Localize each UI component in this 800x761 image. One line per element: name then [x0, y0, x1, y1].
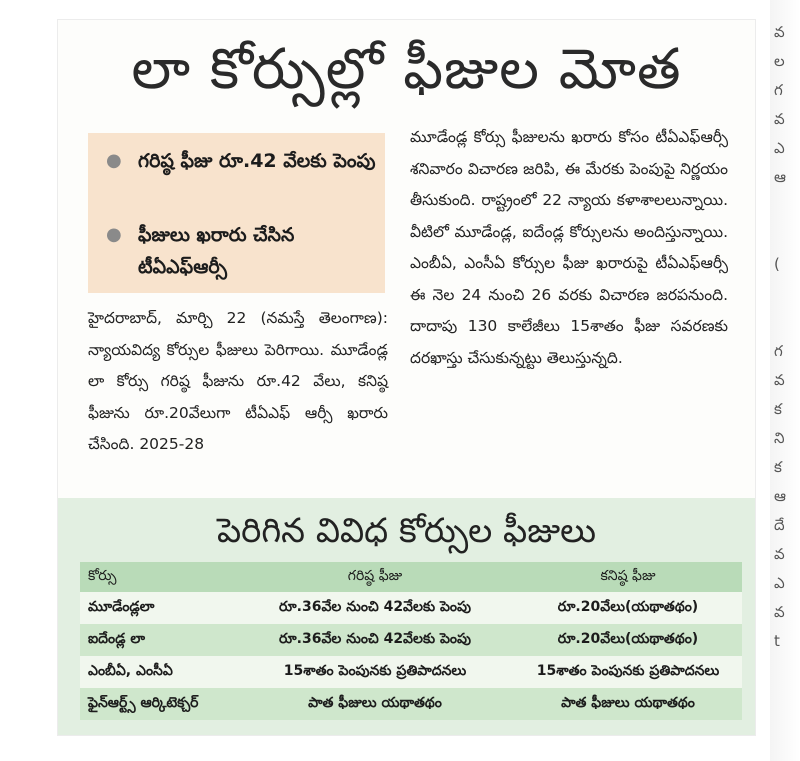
article-paragraph: హైదరాబాద్, మార్చి 22 (నమస్తే తెలంగాణ): న్యాయవిద్య కోర్సుల ఫీజులు పెరిగాయి. మూడేండ్ల లా కోర్సు గరిష్ఠ ఫీజును రూ.42 వేలు, కనిష్ఠ ఫీజును రూ.20వేలుగా టీఏఎఫ్ ఆర్సీ ఖరారు చేసింది. 2025-28	[88, 309, 388, 453]
highlight-text: ఫీజులు ఖరారు చేసిన టీఏఎఫ్‌ఆర్సీ	[138, 224, 295, 278]
bullet-icon: ●	[106, 224, 122, 245]
highlight-item	[106, 145, 376, 177]
article-column-left	[88, 303, 388, 461]
cell-course: ఫైన్ఆర్ట్స్ ఆర్కిటెక్చర్	[80, 688, 236, 720]
table-header-row	[80, 562, 742, 592]
column-header-max-fee: గరిష్ఠ ఫీజు	[236, 562, 514, 592]
bullet-icon: ●	[106, 150, 122, 171]
cell-min-fee: రూ.20వేలు(యథాతథం)	[514, 592, 742, 624]
article-column-right	[410, 122, 728, 374]
cell-min-fee: పాత ఫీజులు యథాతథం	[514, 688, 742, 720]
table-row	[80, 656, 742, 688]
table-title: పెరిగిన వివిధ కోర్సుల ఫీజులు	[216, 511, 597, 551]
highlights-box	[88, 133, 385, 293]
cell-course: మూడేండ్లలా	[80, 592, 236, 624]
table-row	[80, 688, 742, 720]
article-paragraph: మూడేండ్ల కోర్సు ఫీజులను ఖరారు కోసం టీఏఎఫ్ఆర్సీ శనివారం విచారణ జరిపి, ఈ మేరకు పెంపుపై నిర్ణయం తీసుకుంది. రాష్ట్రంలో 22 న్యాయ కళాశాలలున్నాయి. వీటిలో మూడేండ్ల, ఐదేండ్ల కోర్సులను అందిస్తున్నాయి. ఎంబీఏ, ఎంసీఏ కోర్సుల ఫీజు ఖరారుపై టీఏఎఫ్ఆర్సీ ఈ నెల 24 నుంచి 26 వరకు విచారణ జరపనుంది. దాదాపు 130 కాలేజీలు 15శాతం ఫీజు సవరణకు దరఖాస్తు చేసుకున్నట్టు తెలుస్తున్నది.	[410, 128, 728, 367]
fee-table	[80, 562, 742, 720]
cell-min-fee: 15శాతం పెంపునకు ప్రతిపాదనలు	[514, 656, 742, 688]
cell-max-fee: రూ.36వేల నుంచి 42వేలకు పెంపు	[236, 592, 514, 624]
column-header-course: కోర్సు	[80, 562, 236, 592]
news-clipping	[58, 20, 755, 735]
column-header-min-fee: కనిష్ఠ ఫీజు	[514, 562, 742, 592]
cell-course: ఎంబీఏ, ఎంసీఏ	[80, 656, 236, 688]
table-row	[80, 592, 742, 624]
cell-min-fee: రూ.20వేలు(యథాతథం)	[514, 624, 742, 656]
headline: లా కోర్సుల్లో ఫీజుల మోత	[131, 37, 682, 102]
cell-max-fee: రూ.36వేల నుంచి 42వేలకు పెంపు	[236, 624, 514, 656]
neighbor-column-fragments: వ ల గ వ ఎ ఆ ( గ వ క ని క ఆ దే వ ఎ వ t	[774, 23, 786, 650]
cell-max-fee: పాత ఫీజులు యథాతథం	[236, 688, 514, 720]
cell-course: ఐదేండ్ల లా	[80, 624, 236, 656]
highlight-item	[106, 219, 376, 283]
fee-table-box	[58, 498, 755, 735]
cell-max-fee: 15శాతం పెంపునకు ప్రతిపాదనలు	[236, 656, 514, 688]
table-row	[80, 624, 742, 656]
highlight-text: గరిష్ఠ ఫీజు రూ.42 వేలకు పెంపు	[138, 150, 376, 172]
